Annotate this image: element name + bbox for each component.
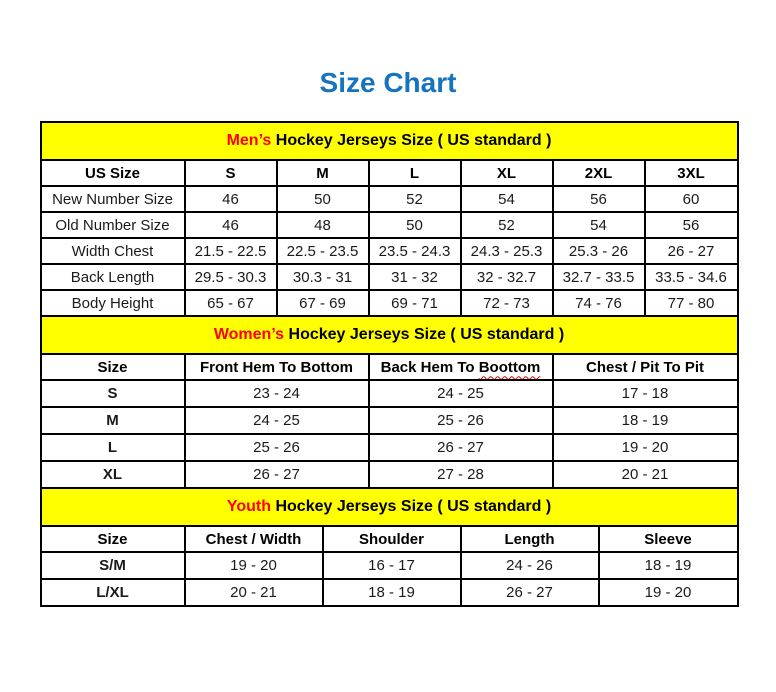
table-row <box>41 186 738 212</box>
size-value-cell: 27 - 28 <box>369 461 553 488</box>
size-value-cell: 20 - 21 <box>553 461 738 488</box>
row-label: Back Length <box>41 264 185 290</box>
size-value-cell: 19 - 20 <box>185 552 323 579</box>
column-header: Front Hem To Bottom <box>185 354 369 380</box>
table-row <box>41 579 738 606</box>
mens-header-row <box>41 160 738 186</box>
size-value-cell: 52 <box>461 212 553 238</box>
mens-section-title-rest: Hockey Jerseys Size ( US standard ) <box>271 132 552 149</box>
page-title: Size Chart <box>319 67 457 98</box>
size-value-cell: 32.7 - 33.5 <box>553 264 645 290</box>
size-value-cell: 77 - 80 <box>645 290 738 316</box>
size-value-cell: 18 - 19 <box>599 552 738 579</box>
row-label: Body Height <box>41 290 185 316</box>
size-value-cell: 23.5 - 24.3 <box>369 238 461 264</box>
column-header: S <box>185 160 277 186</box>
size-value-cell: 33.5 - 34.6 <box>645 264 738 290</box>
size-value-cell: 24 - 26 <box>461 552 599 579</box>
size-value-cell: 54 <box>553 212 645 238</box>
mens-section-highlight: Men’s <box>226 132 272 149</box>
column-header: L <box>369 160 461 186</box>
row-label: S/M <box>41 552 185 579</box>
column-header: Size <box>41 354 185 380</box>
size-value-cell: 67 - 69 <box>277 290 369 316</box>
size-value-cell: 72 - 73 <box>461 290 553 316</box>
size-value-cell: 22.5 - 23.5 <box>277 238 369 264</box>
size-value-cell: 56 <box>553 186 645 212</box>
table-row <box>41 264 738 290</box>
size-value-cell: 65 - 67 <box>185 290 277 316</box>
size-value-cell: 56 <box>645 212 738 238</box>
size-value-cell: 23 - 24 <box>185 380 369 407</box>
womens-section-header <box>41 316 738 354</box>
size-value-cell: 19 - 20 <box>599 579 738 606</box>
size-value-cell: 19 - 20 <box>553 434 738 461</box>
size-value-cell: 24 - 25 <box>369 380 553 407</box>
size-value-cell: 20 - 21 <box>185 579 323 606</box>
size-value-cell: 60 <box>645 186 738 212</box>
row-label: Old Number Size <box>41 212 185 238</box>
size-value-cell: 26 - 27 <box>461 579 599 606</box>
column-header: Size <box>41 526 185 552</box>
column-header: XL <box>461 160 553 186</box>
column-header: Chest / Width <box>185 526 323 552</box>
column-header: Shoulder <box>323 526 461 552</box>
row-label: XL <box>41 461 185 488</box>
table-row <box>41 380 738 407</box>
row-label: S <box>41 380 185 407</box>
youth-section-header <box>41 488 738 526</box>
size-value-cell: 26 - 27 <box>185 461 369 488</box>
womens-size-table <box>40 315 739 489</box>
youth-header-row <box>41 526 738 552</box>
size-value-cell: 31 - 32 <box>369 264 461 290</box>
size-value-cell: 50 <box>369 212 461 238</box>
column-header <box>369 354 553 380</box>
row-label: Width Chest <box>41 238 185 264</box>
column-header: 3XL <box>645 160 738 186</box>
mens-section-header <box>41 122 738 160</box>
misspelled-word: Boottom <box>478 358 541 376</box>
table-row <box>41 434 738 461</box>
column-header: US Size <box>41 160 185 186</box>
row-label: L <box>41 434 185 461</box>
youth-size-table <box>40 487 739 607</box>
size-value-cell: 46 <box>185 212 277 238</box>
table-row <box>41 238 738 264</box>
row-label: M <box>41 407 185 434</box>
column-header: Sleeve <box>599 526 738 552</box>
youth-section-highlight: Youth <box>226 498 272 515</box>
column-header: M <box>277 160 369 186</box>
size-chart <box>40 121 737 607</box>
row-label: New Number Size <box>41 186 185 212</box>
size-value-cell: 25.3 - 26 <box>553 238 645 264</box>
size-value-cell: 24 - 25 <box>185 407 369 434</box>
column-header: Chest / Pit To Pit <box>553 354 738 380</box>
table-row <box>41 212 738 238</box>
row-label: L/XL <box>41 579 185 606</box>
size-value-cell: 54 <box>461 186 553 212</box>
youth-section-title-rest: Hockey Jerseys Size ( US standard ) <box>271 498 552 515</box>
womens-section-highlight: Women’s <box>213 326 285 343</box>
size-value-cell: 18 - 19 <box>323 579 461 606</box>
size-value-cell: 32 - 32.7 <box>461 264 553 290</box>
size-value-cell: 17 - 18 <box>553 380 738 407</box>
size-value-cell: 21.5 - 22.5 <box>185 238 277 264</box>
size-value-cell: 26 - 27 <box>645 238 738 264</box>
size-value-cell: 30.3 - 31 <box>277 264 369 290</box>
size-value-cell: 46 <box>185 186 277 212</box>
size-value-cell: 25 - 26 <box>369 407 553 434</box>
column-header-text: Back Hem To <box>380 358 479 376</box>
womens-header-row <box>41 354 738 380</box>
size-value-cell: 74 - 76 <box>553 290 645 316</box>
size-value-cell: 69 - 71 <box>369 290 461 316</box>
size-value-cell: 52 <box>369 186 461 212</box>
size-value-cell: 24.3 - 25.3 <box>461 238 553 264</box>
column-header: Length <box>461 526 599 552</box>
size-value-cell: 25 - 26 <box>185 434 369 461</box>
table-row <box>41 461 738 488</box>
table-row <box>41 290 738 316</box>
size-value-cell: 16 - 17 <box>323 552 461 579</box>
size-value-cell: 18 - 19 <box>553 407 738 434</box>
size-value-cell: 26 - 27 <box>369 434 553 461</box>
table-row <box>41 552 738 579</box>
mens-size-table <box>40 121 739 317</box>
size-value-cell: 50 <box>277 186 369 212</box>
womens-section-title-rest: Hockey Jerseys Size ( US standard ) <box>284 326 565 343</box>
column-header: 2XL <box>553 160 645 186</box>
size-value-cell: 29.5 - 30.3 <box>185 264 277 290</box>
size-value-cell: 48 <box>277 212 369 238</box>
table-row <box>41 407 738 434</box>
